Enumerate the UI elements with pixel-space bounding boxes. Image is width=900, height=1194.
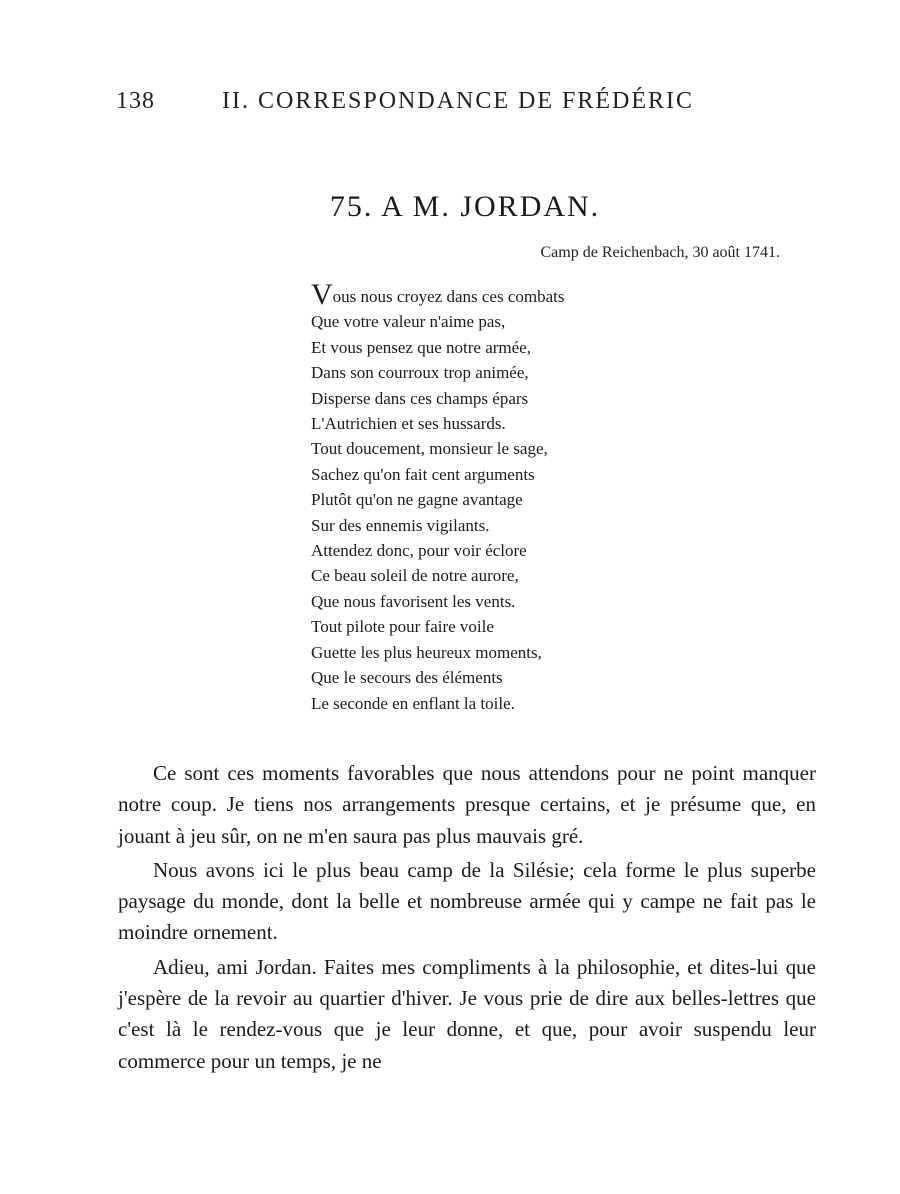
poem-line: Plutôt qu'on ne gagne avantage xyxy=(311,490,523,510)
poem-line: Tout doucement, monsieur le sage, xyxy=(311,439,548,459)
poem-line: Que votre valeur n'aime pas, xyxy=(311,312,506,332)
poem-line: Ce beau soleil de notre aurore, xyxy=(311,566,519,586)
poem-line: Tout pilote pour faire voile xyxy=(311,617,494,637)
page-number: 138 xyxy=(116,88,155,114)
poem-line: Et vous pensez que notre armée, xyxy=(311,337,531,357)
poem-line: Dans son courroux trop animée, xyxy=(311,363,529,383)
paragraph: Ce sont ces moments favorables que nous attendons pour ne point manquer notre coup. Je tiens nos arrangements presque certains, et je présume que, en jouant à jeu sûr, on ne m'en saura pas plus mauvais gré. xyxy=(118,761,816,848)
poem-line: L'Autrichien et ses hussards. xyxy=(311,414,506,434)
poem-line: Attendez donc, pour voir éclore xyxy=(311,541,527,561)
poem-line: Que nous favorisent les vents. xyxy=(311,591,516,611)
poem-line-text: ous nous croyez dans ces combats xyxy=(332,287,565,306)
dateline: Camp de Reichenbach, 30 août 1741. xyxy=(540,244,780,261)
poem-line: Le seconde en enflant la toile. xyxy=(311,693,515,713)
letter-title: 75. A M. JORDAN. xyxy=(329,190,601,223)
poem-line: Sur des ennemis vigilants. xyxy=(311,515,490,535)
paragraph: Nous avons ici le plus beau camp de la Silésie; cela forme le plus superbe paysage du monde, dont la belle et nombreuse armée qui y campe ne fait pas le moindre ornement. xyxy=(118,857,816,945)
poem-line: Que le secours des éléments xyxy=(311,668,503,688)
poem xyxy=(311,278,731,716)
paragraph: Adieu, ami Jordan. Faites mes compliments à la philosophie, et dites-lui que j'espère de la revoir au quartier d'hiver. Je vous prie de dire aux belles-lettres que c'est là le rendez-vous que je leur donne, et que, pour avoir suspendu leur commerce pour un temps, je ne xyxy=(118,954,816,1073)
drop-cap: V xyxy=(311,278,333,311)
letter-body xyxy=(118,758,816,1080)
poem-line: Sachez qu'on fait cent arguments xyxy=(311,464,535,484)
poem-line: Disperse dans ces champs épars xyxy=(311,388,529,408)
poem-line xyxy=(311,278,731,311)
running-title: II. CORRESPONDANCE DE FRÉDÉRIC xyxy=(222,88,695,114)
poem-line: Guette les plus heureux moments, xyxy=(311,642,542,662)
